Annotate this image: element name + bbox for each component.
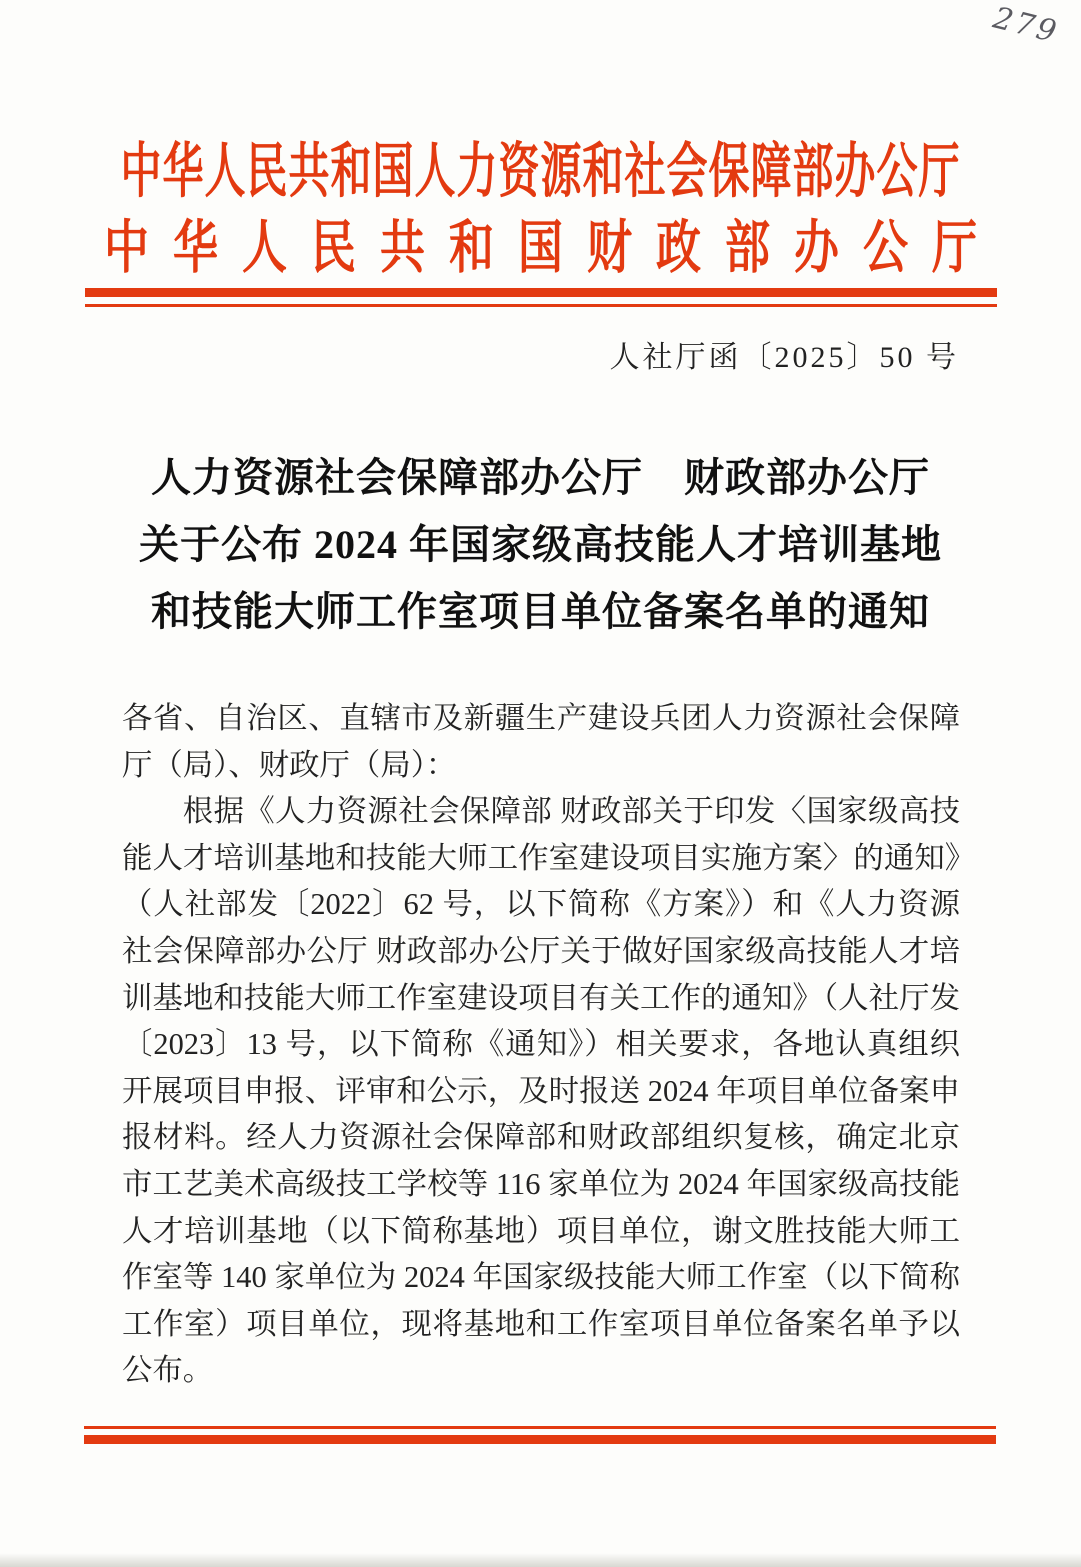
title-line-3: 和技能大师工作室项目单位备案名单的通知	[151, 589, 930, 634]
bottom-thin-rule	[84, 1426, 996, 1429]
handwritten-page-number: 279	[989, 0, 1063, 51]
letterhead-line-2: 中华人民共和国财政部办公厅	[103, 216, 1001, 280]
body-paragraph: 根据《人力资源社会保障部 财政部关于印发〈国家级高技能人才培训基地和技能大师工作室建设项目实施方案〉的通知》（人社部发〔2022〕62 号，以下简称《方案》）和《人力资源社会保障部办公厅 财政部办公厅关于做好国家级高技能人才培训基地和技能大师工作室建设项目有关工作的通知》（人社厅发〔2023〕13 号，以下简称《通知》）相关要求，各地认真组织开展项目申报、评审和公示，及时报送 2024 年项目单位备案申报材料。经人力资源社会保障部和财政部组织复核，确定北京市工艺美术高级技工学校等 116 家单位为 2024 年国家级高技能人才培训基地（以下简称基地）项目单位，谢文胜技能大师工作室等 140 家单位为 2024 年国家级技能大师工作室（以下简称工作室）项目单位，现将基地和工作室项目单位备案名单予以公布。	[122, 794, 960, 1388]
scan-shadow	[0, 1553, 1081, 1567]
bottom-thick-rule	[84, 1435, 996, 1444]
top-double-rule	[85, 288, 997, 307]
top-thick-rule	[85, 288, 997, 297]
letterhead-line-1: 中华人民共和国人力资源和社会保障部办公厅	[120, 138, 961, 205]
title-line-1: 人力资源社会保障部办公厅 财政部办公厅	[151, 455, 930, 500]
document-title	[0, 444, 1081, 645]
salutation: 各省、自治区、直辖市及新疆生产建设兵团人力资源社会保障厅（局）、财政厅（局）：	[122, 701, 960, 782]
bottom-double-rule	[84, 1426, 996, 1444]
letterhead	[0, 138, 1081, 280]
title-line-2: 关于公布 2024 年国家级高技能人才培训基地	[139, 522, 942, 567]
document-number: 人社厅函〔2025〕50 号	[609, 341, 959, 374]
top-thin-rule	[85, 304, 997, 307]
document-body	[122, 695, 960, 1394]
